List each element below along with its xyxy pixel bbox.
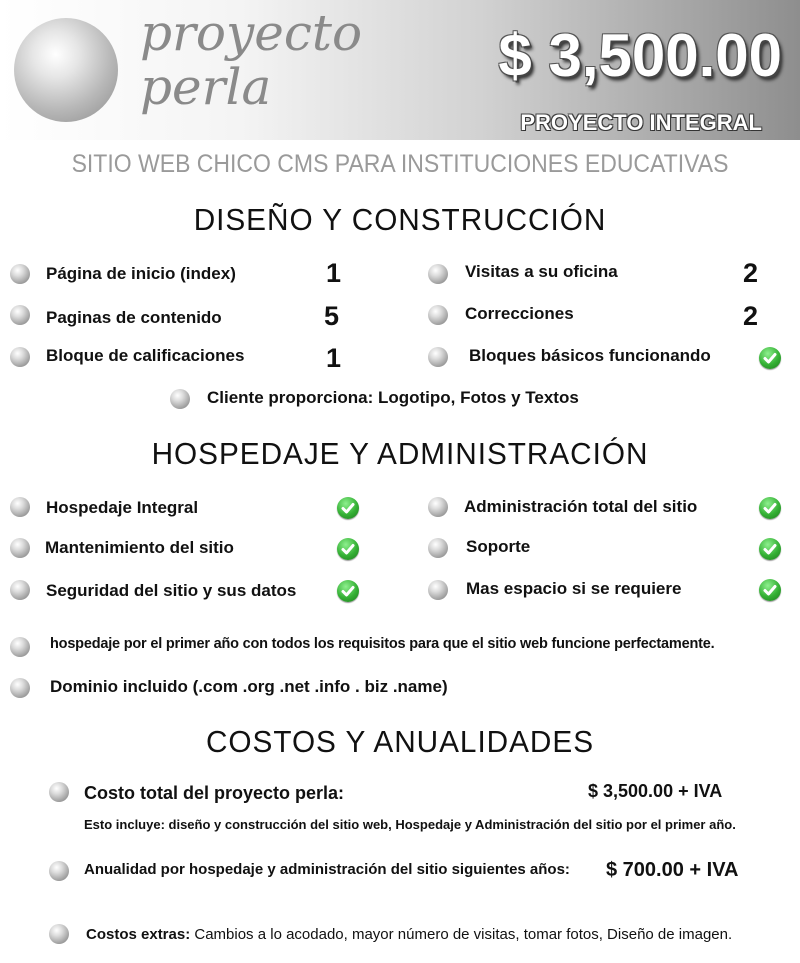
pearl-bullet-icon <box>10 264 30 284</box>
pearl-bullet-icon <box>428 305 448 325</box>
cost-includes-text: Esto incluye: diseño y construcción del sitio web, Hospedaje y Administración del sitio por el primer año. <box>84 817 736 832</box>
green-check-icon <box>337 580 359 602</box>
hosting-item-label: Hospedaje Integral <box>46 498 199 517</box>
pearl-bullet-icon <box>428 580 448 600</box>
design-item-value: 2 <box>743 301 759 331</box>
pearl-logo-icon <box>14 18 118 122</box>
hosting-item-label: Mantenimiento del sitio <box>45 538 234 557</box>
section-title-design: DISEÑO Y CONSTRUCCIÓN <box>193 202 607 237</box>
design-item-value: 1 <box>326 258 342 288</box>
pearl-bullet-icon <box>10 580 30 600</box>
logo-text-line2: perla <box>140 58 272 116</box>
annual-cost-value: $ 700.00 + IVA <box>606 859 739 881</box>
page-subtitle: SITIO WEB CHICO CMS PARA INSTITUCIONES EDUCATIVAS <box>71 150 729 178</box>
pearl-bullet-icon <box>10 538 30 558</box>
pearl-bullet-icon <box>10 347 30 367</box>
hosting-item-label: Soporte <box>466 537 531 556</box>
pearl-bullet-icon <box>10 497 30 517</box>
design-item-label: Bloques básicos funcionando <box>469 346 711 365</box>
green-check-icon <box>759 347 781 369</box>
pearl-bullet-icon <box>428 538 448 558</box>
annual-cost-label: Anualidad por hospedaje y administración del sitio siguientes años: <box>84 861 570 878</box>
pearl-bullet-icon <box>49 924 69 944</box>
green-check-icon <box>759 579 781 601</box>
green-check-icon <box>337 497 359 519</box>
section-title-hosting: HOSPEDAJE Y ADMINISTRACIÓN <box>151 436 649 471</box>
header-price-subtitle: PROYECTO INTEGRAL <box>520 110 762 135</box>
hosting-item-label: Administración total del sitio <box>464 497 698 516</box>
client-note: Cliente proporciona: Logotipo, Fotos y Textos <box>207 388 579 407</box>
design-item-label: Correcciones <box>465 304 574 323</box>
header-price: $ 3,500.00 <box>498 22 782 89</box>
logo-text-line1: proyecto <box>140 4 363 62</box>
pearl-bullet-icon <box>170 389 190 409</box>
green-check-icon <box>759 538 781 560</box>
extra-costs-value: Cambios a lo acodado, mayor número de visitas, tomar fotos, Diseño de imagen. <box>190 926 733 943</box>
extra-costs-line <box>86 926 732 943</box>
hosting-item-label: Seguridad del sitio y sus datos <box>46 581 297 600</box>
cost-total-value: $ 3,500.00 + IVA <box>588 781 723 801</box>
pearl-bullet-icon <box>428 264 448 284</box>
design-item-label: Bloque de calificaciones <box>46 346 245 365</box>
design-item-value: 5 <box>324 301 340 331</box>
design-item-label: Página de inicio (index) <box>46 264 236 283</box>
hosting-note-first-year: hospedaje por el primer año con todos los requisitos para que el sitio web funcione perfectamente. <box>50 636 715 652</box>
pearl-bullet-icon <box>10 305 30 325</box>
hosting-item-label: Mas espacio si se requiere <box>466 579 682 598</box>
green-check-icon <box>759 497 781 519</box>
extra-costs-label: Costos extras: <box>86 926 191 943</box>
cost-total-label: Costo total del proyecto perla: <box>84 783 345 803</box>
pearl-bullet-icon <box>49 861 69 881</box>
section-title-costs: COSTOS Y ANUALIDADES <box>205 724 595 759</box>
design-item-value: 1 <box>326 343 342 373</box>
pearl-bullet-icon <box>428 497 448 517</box>
design-item-value: 2 <box>743 258 759 288</box>
design-item-label: Paginas de contenido <box>46 308 222 327</box>
pearl-bullet-icon <box>10 678 30 698</box>
green-check-icon <box>337 538 359 560</box>
hosting-note-domain: Dominio incluido (.com .org .net .info . biz .name) <box>50 677 448 696</box>
pearl-bullet-icon <box>49 782 69 802</box>
pearl-bullet-icon <box>10 637 30 657</box>
design-item-label: Visitas a su oficina <box>465 262 618 281</box>
pearl-bullet-icon <box>428 347 448 367</box>
